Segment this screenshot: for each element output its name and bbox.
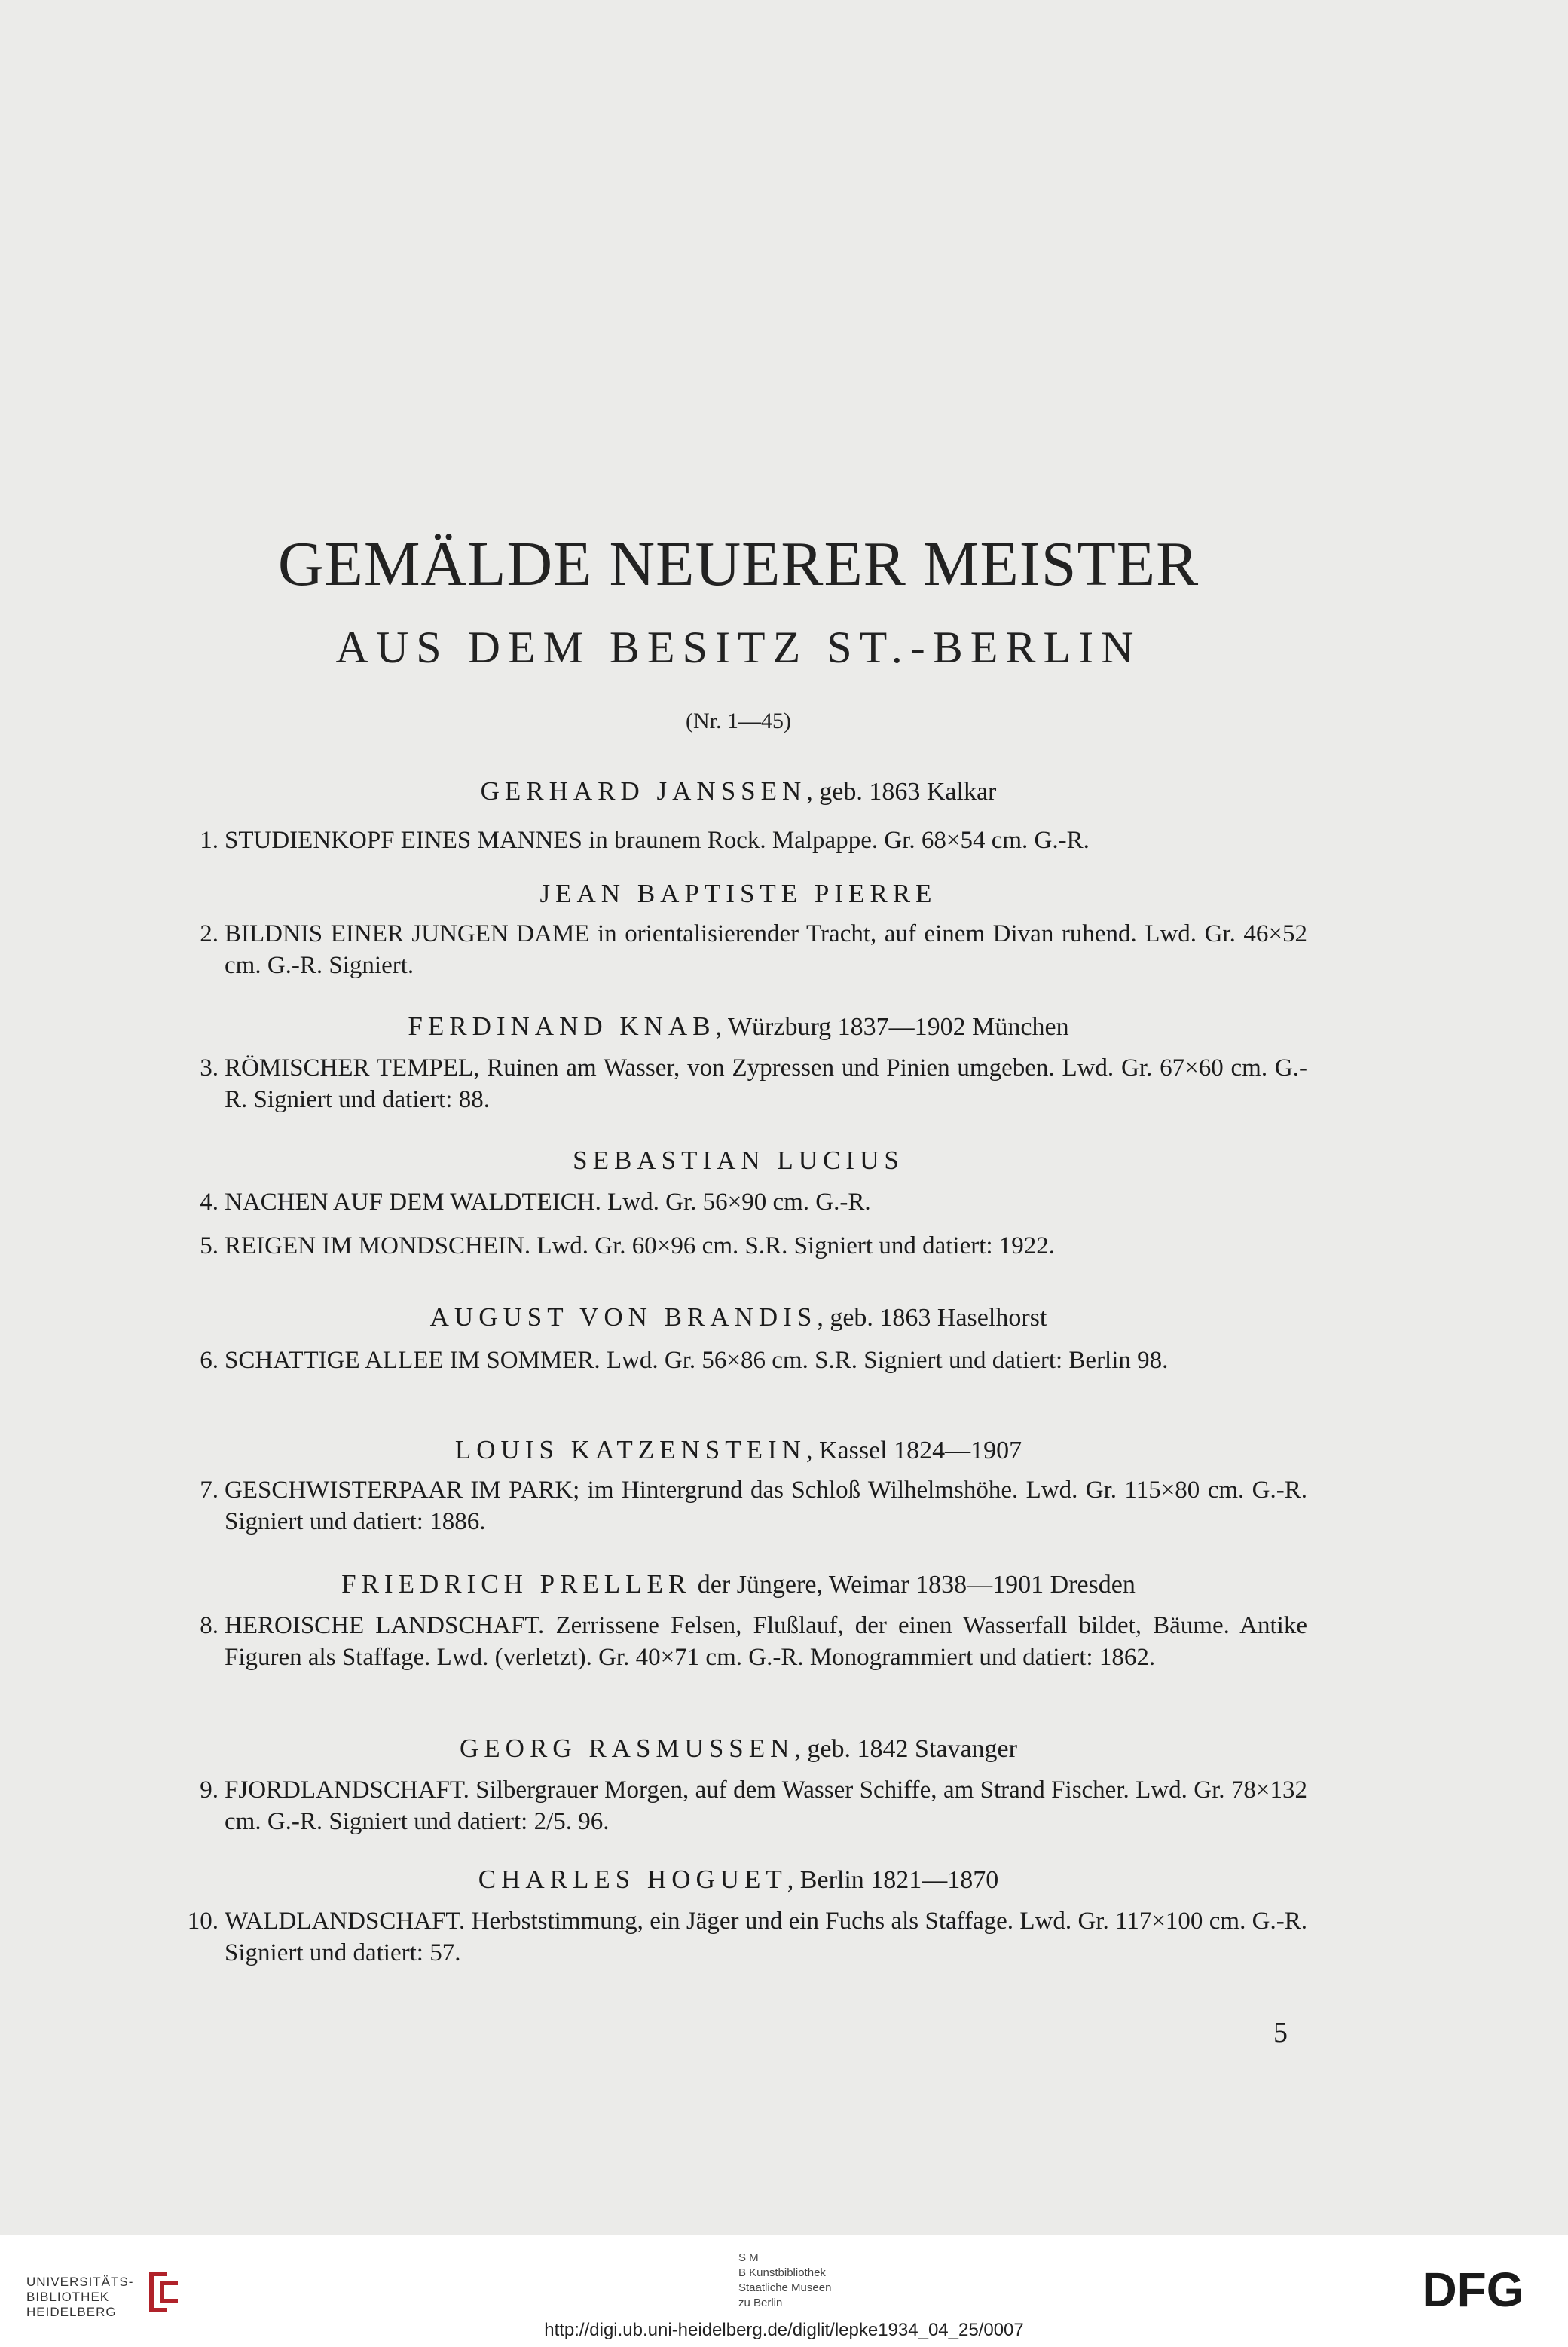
entry-text: GESCHWISTERPAAR IM PARK; im Hintergrund das Schloß Wilhelmshöhe. Lwd. Gr. 115×80 cm. G.-R. Signiert und datiert: 1886. [225, 1476, 1307, 1535]
artist-heading [0, 1569, 1477, 1599]
artist-heading [0, 1435, 1477, 1465]
catalog-entry [173, 1345, 1307, 1376]
artist-name: AUGUST VON BRANDIS [429, 1302, 818, 1332]
dfg-logo[interactable] [1398, 2264, 1548, 2317]
catalog-entry [173, 918, 1307, 981]
stamp-line: B Kunstbibliothek [738, 2266, 826, 2279]
page-subtitle: AUS DEM BESITZ ST.-BERLIN [335, 623, 1142, 672]
artist-name: SEBASTIAN LUCIUS [573, 1146, 904, 1175]
entry-text: STUDIENKOPF EINES MANNES in braunem Rock. Malpappe. Gr. 68×54 cm. G.-R. [225, 827, 1090, 854]
entry-number: 2. [200, 920, 219, 947]
entry-text: REIGEN IM MONDSCHEIN. Lwd. Gr. 60×96 cm. S.R. Signiert und datiert: 1922. [225, 1232, 1056, 1259]
entry-text: NACHEN AUF DEM WALDTEICH. Lwd. Gr. 56×90 cm. G.-R. [225, 1189, 871, 1216]
catalog-entry [173, 1774, 1307, 1838]
library-stamp [738, 2251, 831, 2311]
stamp-line: zu Berlin [738, 2297, 783, 2309]
artist-info: , geb. 1863 Kalkar [806, 778, 997, 806]
catalog-entry [173, 1052, 1307, 1115]
artist-heading [0, 1865, 1477, 1895]
catalog-entry [173, 1186, 1307, 1218]
stamp-line: S M [738, 2251, 759, 2264]
artist-name: LOUIS KATZENSTEIN [454, 1435, 806, 1464]
source-url[interactable]: http://digi.ub.uni-heidelberg.de/diglit/lepke1934_04_25/0007 [544, 2320, 1024, 2340]
artist-info: , Berlin 1821—1870 [787, 1866, 999, 1894]
artist-heading [0, 1146, 1477, 1176]
catalog-entry [173, 1905, 1307, 1969]
entry-text: WALDLANDSCHAFT. Herbststimmung, ein Jäger und ein Fuchs als Staffage. Lwd. Gr. 117×100 cm. G.-R. Signiert und datiert: 57. [225, 1908, 1307, 1966]
artist-heading [0, 1302, 1477, 1333]
catalog-entry [173, 1610, 1307, 1673]
entry-number: 1. [200, 827, 219, 854]
artist-name: FERDINAND KNAB [408, 1011, 716, 1041]
artist-info: der Jüngere, Weimar 1838—1901 Dresden [691, 1571, 1136, 1599]
entry-number: 4. [200, 1189, 219, 1216]
catalog-entry [173, 825, 1307, 856]
dfg-label: DFG [1422, 2264, 1524, 2317]
entry-text: BILDNIS EINER JUNGEN DAME in orientalisierender Tracht, auf einem Divan ruhend. Lwd. Gr. 46×52 cm. G.-R. Signiert. [225, 920, 1307, 979]
catalog-entry [173, 1474, 1307, 1538]
artist-name: FRIEDRICH PRELLER [341, 1569, 692, 1599]
artist-heading [0, 879, 1477, 909]
artist-heading [0, 1011, 1477, 1042]
university-emblem-icon [142, 2266, 187, 2318]
stamp-line: Staatliche Museen [738, 2281, 832, 2294]
entry-text: FJORDLANDSCHAFT. Silbergrauer Morgen, auf dem Wasser Schiffe, am Strand Fischer. Lwd. Gr. 78×132 cm. G.-R. Signiert und datiert: 2/5. 96. [225, 1776, 1307, 1835]
university-line: HEIDELBERG [26, 2305, 117, 2319]
university-line: UNIVERSITÄTS- [26, 2275, 134, 2289]
artist-name: CHARLES HOGUET [478, 1865, 787, 1894]
artist-info: , geb. 1863 Haselhorst [817, 1304, 1047, 1332]
artist-heading [0, 776, 1477, 806]
university-line: BIBLIOTHEK [26, 2290, 110, 2304]
entry-number: 3. [200, 1054, 219, 1082]
entry-text: SCHATTIGE ALLEE IM SOMMER. Lwd. Gr. 56×86 cm. S.R. Signiert und datiert: Berlin 98. [225, 1347, 1169, 1374]
entry-number: 10. [187, 1908, 219, 1935]
artist-heading [0, 1733, 1477, 1764]
page-title: GEMÄLDE NEUERER MEISTER [277, 529, 1200, 599]
entry-number: 5. [200, 1232, 219, 1259]
artist-name: GERHARD JANSSEN [480, 776, 807, 806]
entry-text: RÖMISCHER TEMPEL, Ruinen am Wasser, von Zypressen und Pinien umgeben. Lwd. Gr. 67×60 cm. G.-R. Signiert und datiert: 88. [225, 1054, 1307, 1113]
footer-bar [0, 2235, 1568, 2347]
entry-number: 6. [200, 1347, 219, 1374]
entry-number: 7. [200, 1476, 219, 1504]
artist-info: , geb. 1842 Stavanger [794, 1735, 1017, 1763]
catalog-entry [173, 1230, 1307, 1262]
artist-info: , Kassel 1824—1907 [805, 1437, 1022, 1464]
entry-text: HEROISCHE LANDSCHAFT. Zerrissene Felsen, Flußlauf, der einen Wasserfall bildet, Bäume. Antike Figuren als Staffage. Lwd. (verletzt). Gr. 40×71 cm. G.-R. Monogrammiert und datiert: 1862. [225, 1612, 1307, 1671]
artist-info: , Würzburg 1837—1902 München [715, 1013, 1069, 1041]
university-logo-text[interactable] [26, 2275, 133, 2320]
entry-number: 8. [200, 1612, 219, 1639]
artist-name: GEORG RASMUSSEN [460, 1733, 795, 1763]
catalog-range: (Nr. 1—45) [686, 708, 791, 733]
page-number: 5 [1273, 2017, 1288, 2049]
artist-name: JEAN BAPTISTE PIERRE [539, 879, 937, 908]
entry-number: 9. [200, 1776, 219, 1804]
